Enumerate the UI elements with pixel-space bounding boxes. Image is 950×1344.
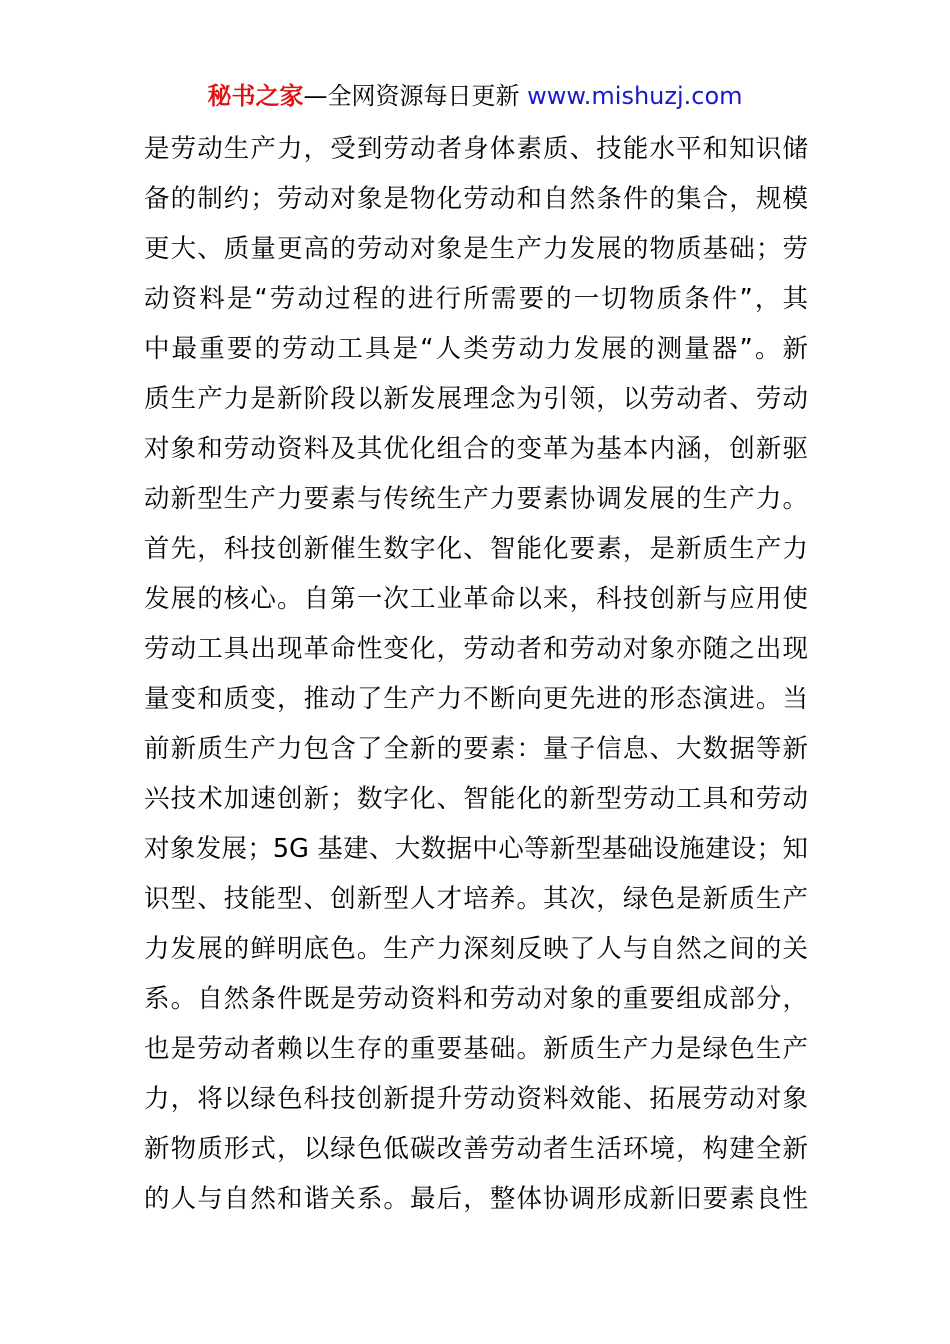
text-line: 更大、质量更高的劳动对象是生产力发展的物质基础；劳 [144, 234, 808, 264]
text-line: 发展的核心。自第一次工业革命以来，科技创新与应用使 [144, 584, 808, 614]
site-link[interactable]: www.mishuzj.com [527, 82, 743, 110]
header-tagline: —全网资源每日更新 [303, 82, 520, 110]
text-line: 力，将以绿色科技创新提升劳动资料效能、拓展劳动对象 [144, 1084, 808, 1114]
text-line: 对象和劳动资料及其优化组合的变革为基本内涵，创新驱 [144, 434, 808, 464]
text-line: 识型、技能型、创新型人才培养。其次，绿色是新质生产 [144, 884, 808, 914]
text-line: 系。自然条件既是劳动资料和劳动对象的重要组成部分， [144, 984, 808, 1014]
text-line: 对象发展；5G 基建、大数据中心等新型基础设施建设；知 [144, 834, 808, 864]
text-line: 动资料是“劳动过程的进行所需要的一切物质条件”，其 [144, 284, 808, 314]
text-line: 新物质形式，以绿色低碳改善劳动者生活环境，构建全新 [144, 1134, 808, 1164]
text-line: 兴技术加速创新；数字化、智能化的新型劳动工具和劳动 [144, 784, 808, 814]
text-line: 备的制约；劳动对象是物化劳动和自然条件的集合，规模 [144, 184, 808, 214]
text-line: 中最重要的劳动工具是“人类劳动力发展的测量器”。新 [144, 334, 808, 364]
text-line: 动新型生产力要素与传统生产力要素协调发展的生产力。 [144, 484, 808, 514]
text-line: 前新质生产力包含了全新的要素：量子信息、大数据等新 [144, 734, 808, 764]
text-line: 量变和质变，推动了生产力不断向更先进的形态演进。当 [144, 684, 808, 714]
page-header [0, 78, 950, 114]
text-line: 首先，科技创新催生数字化、智能化要素，是新质生产力 [144, 534, 808, 564]
text-line: 的人与自然和谐关系。最后，整体协调形成新旧要素良性 [144, 1184, 808, 1214]
text-line: 也是劳动者赖以生存的重要基础。新质生产力是绿色生产 [144, 1034, 808, 1064]
text-line: 质生产力是新阶段以新发展理念为引领，以劳动者、劳动 [144, 384, 808, 414]
text-line: 劳动工具出现革命性变化，劳动者和劳动对象亦随之出现 [144, 634, 808, 664]
body-text [144, 124, 808, 1224]
text-line: 是劳动生产力，受到劳动者身体素质、技能水平和知识储 [144, 134, 808, 164]
text-line: 力发展的鲜明底色。生产力深刻反映了人与自然之间的关 [144, 934, 808, 964]
brand-name: 秘书之家 [207, 82, 304, 110]
